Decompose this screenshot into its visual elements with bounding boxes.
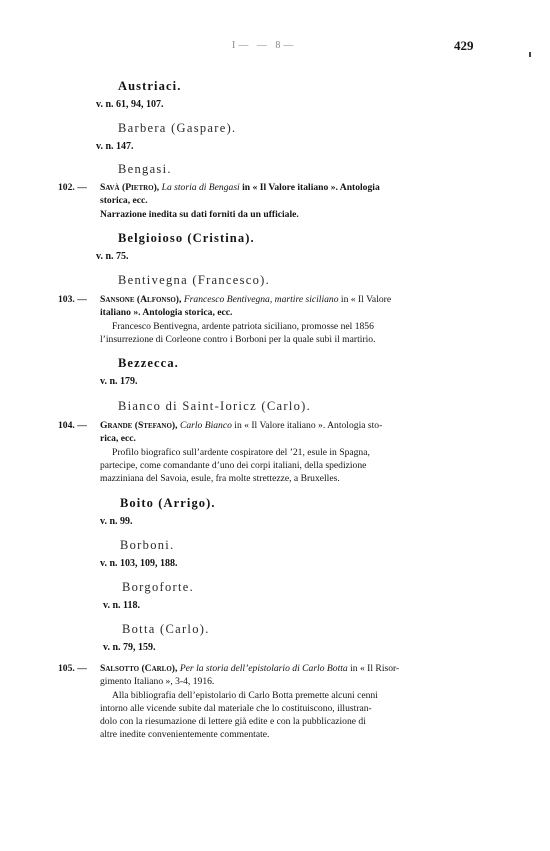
entry-author: Salsotto (Carlo), (100, 663, 178, 674)
running-header: I— — 8— (232, 40, 297, 51)
entry-first-line (58, 181, 478, 194)
heading-belgioioso: Belgioioso (Cristina). (118, 231, 255, 245)
entry-note-line: l’insurrezione di Corleone contro i Borboni per la quale subì il martirio. (100, 333, 376, 345)
heading-botta: Botta (Carlo). (122, 622, 210, 636)
entry-number: 104. — (58, 420, 87, 431)
heading-bengasi: Bengasi. (118, 162, 172, 176)
entry-note-line: altre inedite convenientemente commentate. (100, 729, 270, 741)
entry-title: Carlo Bianco (179, 420, 232, 431)
ref-belgioioso: v. n. 75. (96, 251, 129, 262)
entry-104 (58, 419, 478, 485)
entry-source: in « Il Valore (338, 294, 392, 305)
ref-borgoforte: v. n. 118. (103, 600, 140, 611)
entry-note-line: Alla bibliografia dell’epistolario di Carlo Botta premette alcuni cenni (112, 689, 378, 701)
heading-borboni: Borboni. (120, 538, 175, 552)
heading-boito: Boito (Arrigo). (120, 496, 216, 510)
margin-mark (529, 52, 531, 57)
entry-source: in « Il Valore italiano ». Antologia (239, 182, 380, 193)
entry-note-line: intorno alle vicende subite dal materiale che lo costituiscono, illustran- (100, 702, 372, 714)
entry-first-line (58, 419, 478, 432)
entry-author: Savà (Pietro), (100, 182, 160, 193)
entry-note-line: Profilo biografico sull’ardente cospiratore del ’21, esule in Spagna, (112, 446, 370, 458)
heading-borgoforte: Borgoforte. (122, 580, 195, 594)
entry-note-line: mazziniana del Savoia, esule, fra molte strettezze, a Bruxelles. (100, 473, 340, 485)
heading-bentivegna: Bentivegna (Francesco). (118, 273, 271, 287)
heading-barbera: Barbera (Gaspare). (118, 121, 237, 135)
entry-continuation: storica, ecc. (100, 195, 148, 207)
ref-austriaci: v. n. 61, 94, 107. (96, 99, 164, 110)
ref-botta: v. n. 79, 159. (103, 642, 156, 653)
entry-source: in « Il Risor- (347, 663, 400, 674)
ref-boito: v. n. 99. (100, 516, 133, 527)
heading-bezzecca: Bezzecca. (118, 356, 179, 370)
entry-title: La storia di Bengasi (161, 182, 240, 193)
entry-author: Sansone (Alfonso), (100, 294, 182, 305)
entry-note-line: dolo con la riesumazione di lettere già edite e con la pubblicazione di (100, 716, 366, 728)
entry-number: 103. — (58, 294, 87, 305)
entry-note-line: partecipe, come comandante d’uno dei corpi italiani, della spedizione (100, 459, 367, 471)
entry-number: 102. — (58, 182, 87, 193)
entry-102 (58, 181, 478, 221)
entry-105 (58, 662, 478, 742)
entry-note-line: Francesco Bentivegna, ardente patriota siciliano, promosse nel 1856 (112, 320, 374, 332)
entry-note: Narrazione inedita su dati forniti da un ufficiale. (100, 208, 299, 220)
heading-bianco: Bianco di Saint-Ioricz (Carlo). (118, 399, 312, 413)
entry-title: Francesco Bentivegna, martire siciliano (183, 294, 339, 305)
entry-title: Per la storia dell’epistolario di Carlo Botta (179, 663, 348, 674)
entry-continuation: italiano ». Antologia storica, ecc. (100, 307, 233, 319)
ref-bezzecca: v. n. 179. (100, 376, 138, 387)
entry-continuation: rica, ecc. (100, 433, 136, 445)
entry-continuation: gimento Italiano », 3-4, 1916. (100, 676, 215, 688)
entry-first-line (58, 293, 478, 306)
entry-103 (58, 293, 478, 346)
entry-first-line (58, 662, 478, 675)
ref-borboni: v. n. 103, 109, 188. (100, 558, 178, 569)
entry-source: in « Il Valore italiano ». Antologia sto- (231, 420, 383, 431)
entry-number: 105. — (58, 663, 87, 674)
heading-austriaci: Austriaci. (118, 79, 182, 93)
entry-author: Grande (Stefano), (100, 420, 178, 431)
ref-barbera: v. n. 147. (96, 141, 134, 152)
page-number: 429 (454, 38, 474, 53)
